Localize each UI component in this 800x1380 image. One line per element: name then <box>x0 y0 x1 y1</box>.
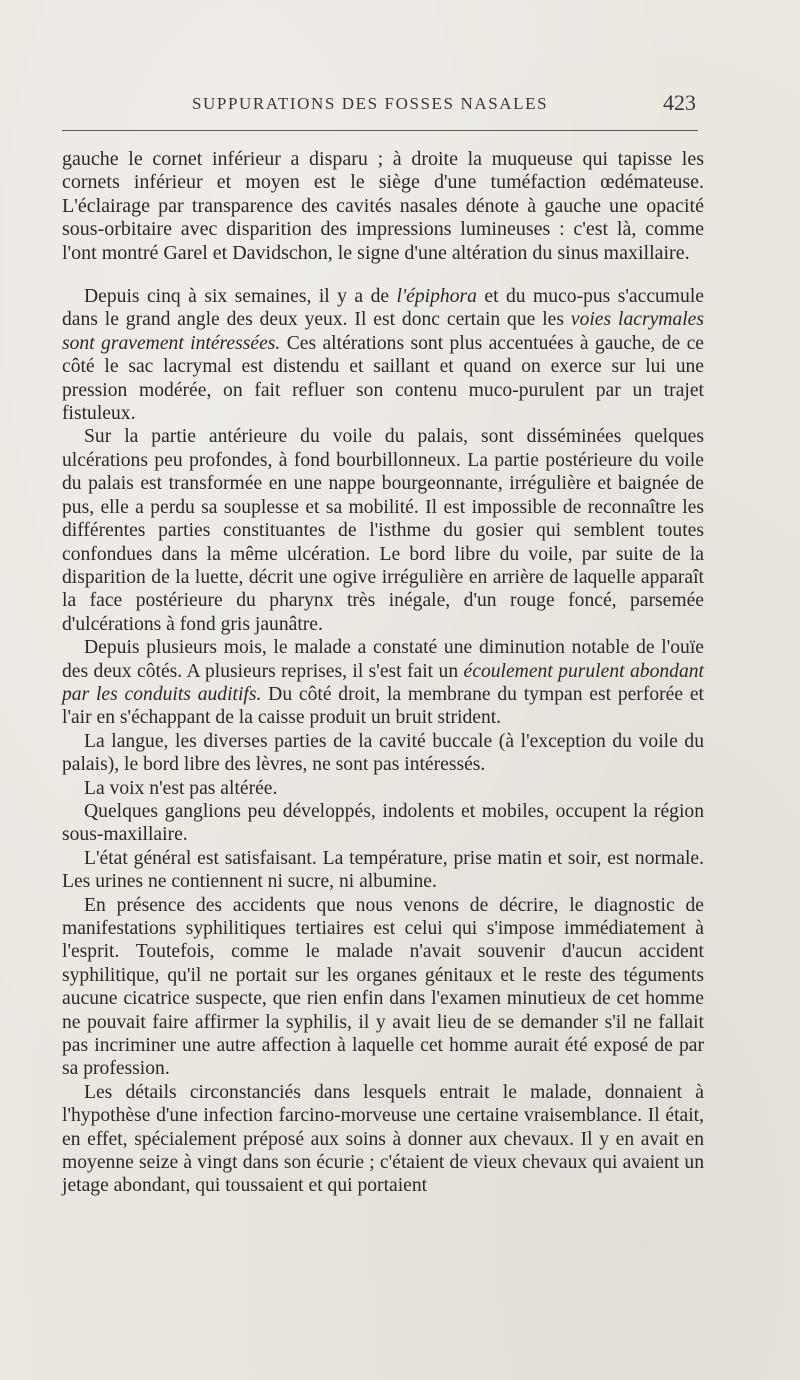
paragraph <box>62 1081 704 1198</box>
paragraph <box>62 730 704 777</box>
text-run: La voix n'est pas altérée. <box>84 777 278 799</box>
text-run: L'état général est satisfaisant. La température, prise matin et soir, est normale. Les urines ne contiennent ni sucre, ni albumine. <box>62 847 704 893</box>
paragraph <box>62 894 704 1081</box>
running-title: SUPPURATIONS DES FOSSES NASALES <box>192 94 549 113</box>
paragraph <box>62 636 704 730</box>
text-run: Ces altérations sont plus accentuées à gauche, de ce côté le sac lacrymal est distendu et saillant et quand on exerce sur lui une pression modérée, on fait refluer son contenu muco-purulent par un trajet fistuleux. <box>62 332 704 425</box>
page-header <box>62 88 698 128</box>
body-text <box>62 148 704 1198</box>
text-run: Sur la partie antérieure du voile du palais, sont disséminées quelques ulcérations peu profondes, à fond bourbillonneux. La partie postérieure du voile du palais est transformée en une nappe bourgeonnante, irrégulière et baignée de pus, elle a perdu sa souplesse et sa mobilité. Il est impossible de reconnaître les différentes parties constituantes de l'isthme du gosier qui semblent toutes confondues dans la même ulcération. Le bord libre du voile, par suite de la disparition de la luette, décrit une ogive irrégulière en arrière de laquelle apparaît la face postérieure du pharynx très inégale, d'un rouge foncé, parsemée d'ulcérations à fond gris jaunâtre. <box>62 426 704 635</box>
italic-text: écoulement purulent abondant par les conduits auditifs. <box>62 660 704 705</box>
paragraph <box>62 777 704 800</box>
paragraph <box>62 285 704 425</box>
text-run: Depuis plusieurs mois, le malade a constaté une diminution notable de l'ouïe des deux côtés. A plusieurs reprises, il s'est fait un <box>62 637 704 682</box>
italic-text: l'épiphora <box>396 286 477 308</box>
italic-text: voies lacrymales sont gravement intéressées. <box>62 309 704 354</box>
text-run: Depuis cinq à six semaines, il y a de <box>84 286 397 308</box>
text-run: Les détails circonstanciés dans lesquels entrait le malade, donnaient à l'hypothèse d'une infection farcino-morveuse une certaine vraisemblance. Il était, en effet, spécialement préposé aux soins à donner aux chevaux. Il y en avait en moyenne seize à vingt dans son écurie ; c'étaient de vieux chevaux qui avaient un jetage abondant, qui toussaient et qui portaient <box>62 1081 704 1197</box>
text-run: En présence des accidents que nous venons de décrire, le diagnostic de manifestations syphilitiques tertiaires est celui qui s'impose immédiatement à l'esprit. Toutefois, comme le malade n'avait souvenir d'aucun accident syphilitique, qu'il ne portait sur les organes génitaux et le reste des téguments aucune cicatrice suspecte, que rien enfin dans l'examen minutieux de cet homme ne pouvait faire affirmer la syphilis, il y avait lieu de se demander s'il ne fallait pas incriminer une autre affection à laquelle cet homme aurait été exposé de par sa profession. <box>62 894 704 1080</box>
paragraph <box>62 425 704 636</box>
paragraph <box>62 800 704 847</box>
header-rule <box>62 130 698 131</box>
paragraph <box>62 847 704 894</box>
page-number: 423 <box>663 90 696 115</box>
text-run: Quelques ganglions peu développés, indolents et mobiles, occupent la région sous-maxillaire. <box>62 800 704 846</box>
text-run: Du côté droit, la membrane du tympan est perforée et l'air en s'échappant de la caisse produit un bruit strident. <box>62 683 704 729</box>
paragraph <box>62 148 704 265</box>
text-run: La langue, les diverses parties de la cavité buccale (à l'exception du voile du palais), le bord libre des lèvres, ne sont pas intéressés. <box>62 730 704 776</box>
text-run: gauche le cornet inférieur a disparu ; à droite la muqueuse qui tapisse les cornets inférieur et moyen est le siège d'une tuméfaction œdémateuse. L'éclairage par transparence des cavités nasales dénote à gauche une opacité sous-orbitaire avec disparition des impressions lumineuses : c'est là, comme l'ont montré Garel et Davidschon, le signe d'une altération du sinus maxillaire. <box>62 148 704 264</box>
text-run: et du muco-pus s'accumule dans le grand angle des deux yeux. Il est donc certain que les <box>62 286 704 331</box>
